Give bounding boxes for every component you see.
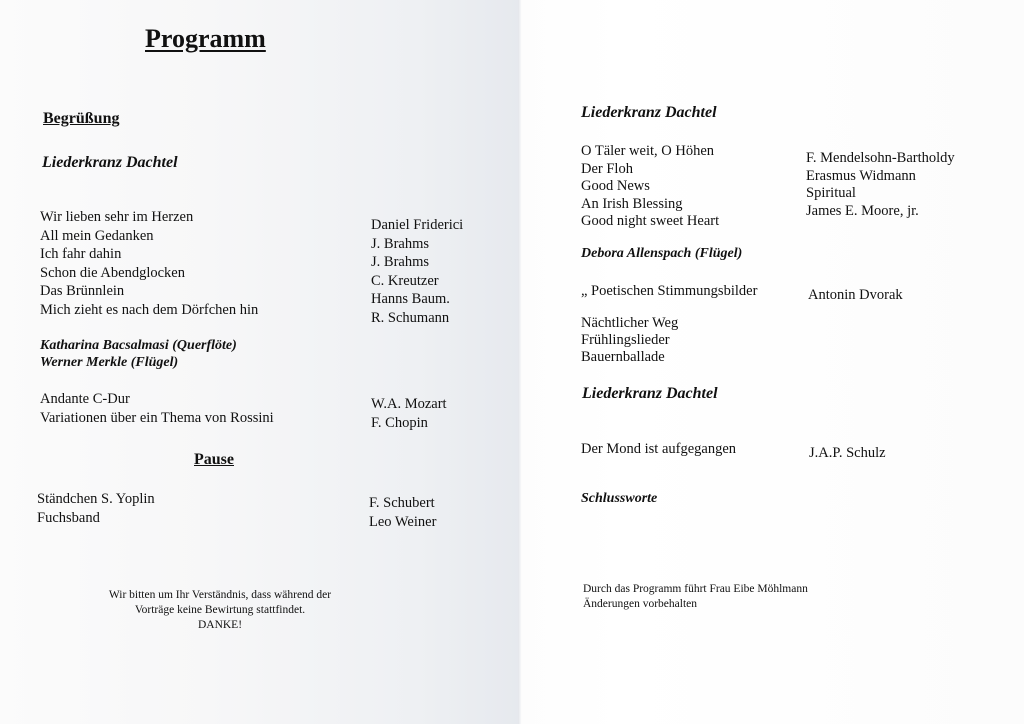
song-item: Fuchsband (37, 509, 100, 526)
song-item: Das Brünnlein (40, 283, 125, 299)
composer-item: James E. Moore, jr. (806, 202, 919, 219)
piece-item: Frühlingslieder (581, 332, 670, 348)
song-item: Good night sweet Heart (581, 213, 720, 229)
song-item: Andante C-Dur (40, 391, 130, 407)
song-list-2 (40, 390, 274, 427)
greeting-heading: Begrüßung (43, 110, 120, 127)
song-item: Wir lieben sehr im Herzen (40, 209, 194, 225)
audience-note (80, 588, 360, 633)
work-title: „ Poetischen Stimmungsbilder (581, 283, 758, 299)
song-list-r1 (581, 143, 719, 231)
composer-list-1 (371, 216, 463, 327)
page-fold (518, 0, 522, 724)
composer-item: Spiritual (806, 185, 856, 201)
program-title: Programm (145, 24, 266, 53)
song-item: Good News (581, 178, 650, 194)
pieces-list (581, 315, 678, 366)
song-item: Variationen über ein Thema von Rossini (40, 409, 274, 426)
composer-item: W.A. Mozart (371, 396, 447, 412)
composer-list-2 (371, 395, 447, 432)
note-line: Wir bitten um Ihr Verständnis, dass während der (108, 589, 332, 601)
composer-list-r1 (806, 150, 955, 220)
piece-item: Nächtlicher Weg (581, 315, 679, 331)
song-item: Der Floh (581, 160, 633, 177)
song-list-3 (37, 490, 155, 527)
song-item: An Irish Blessing (581, 195, 683, 212)
composer-item: J. Brahms (371, 254, 429, 270)
composer-item: F. Chopin (371, 414, 428, 431)
footer-line: Durch das Programm führt Frau Eibe Möhlmann (583, 583, 808, 595)
song-item: O Täler weit, O Höhen (581, 143, 715, 159)
composer-list-3 (369, 494, 436, 531)
composer-item: Daniel Friderici (371, 217, 464, 233)
song-item: Ich fahr dahin (40, 246, 122, 262)
song-item: All mein Gedanken (40, 227, 154, 244)
composer-item: C. Kreutzer (371, 272, 439, 289)
composer-item: Leo Weiner (369, 513, 437, 530)
pause-heading: Pause (194, 451, 234, 468)
note-line: Vorträge keine Bewirtung stattfindet. (134, 604, 306, 616)
song-item: Ständchen S. Yoplin (37, 491, 155, 507)
song-list-1 (40, 208, 258, 319)
composer-item: F. Schubert (369, 495, 435, 511)
footer-note (583, 582, 808, 612)
closing-heading: Schlussworte (581, 491, 658, 506)
song-r-composer: J.A.P. Schulz (809, 445, 886, 461)
song-r: Der Mond ist aufgegangen (581, 441, 737, 457)
performer-r: Debora Allenspach (Flügel) (581, 246, 743, 261)
footer-line: Änderungen vorbehalten (583, 598, 698, 610)
note-line: DANKE! (197, 619, 243, 631)
ensemble-heading-r2: Liederkranz Dachtel (582, 385, 718, 402)
ensemble-heading-r1: Liederkranz Dachtel (581, 104, 717, 121)
composer-item: Hanns Baum. (371, 291, 450, 307)
composer-item: R. Schumann (371, 309, 450, 326)
ensemble-heading-1: Liederkranz Dachtel (42, 154, 178, 171)
piece-item: Bauernballade (581, 349, 665, 365)
performer-1: Katharina Bacsalmasi (Querflöte) (40, 338, 237, 353)
song-item: Schon die Abendglocken (40, 264, 185, 281)
work-composer: Antonin Dvorak (808, 287, 903, 303)
song-item: Mich zieht es nach dem Dörfchen hin (40, 301, 259, 318)
composer-item: J. Brahms (371, 235, 429, 252)
composer-item: F. Mendelsohn-Bartholdy (806, 150, 955, 166)
composer-item: Erasmus Widmann (806, 167, 916, 184)
performer-2: Werner Merkle (Flügel) (40, 355, 179, 370)
